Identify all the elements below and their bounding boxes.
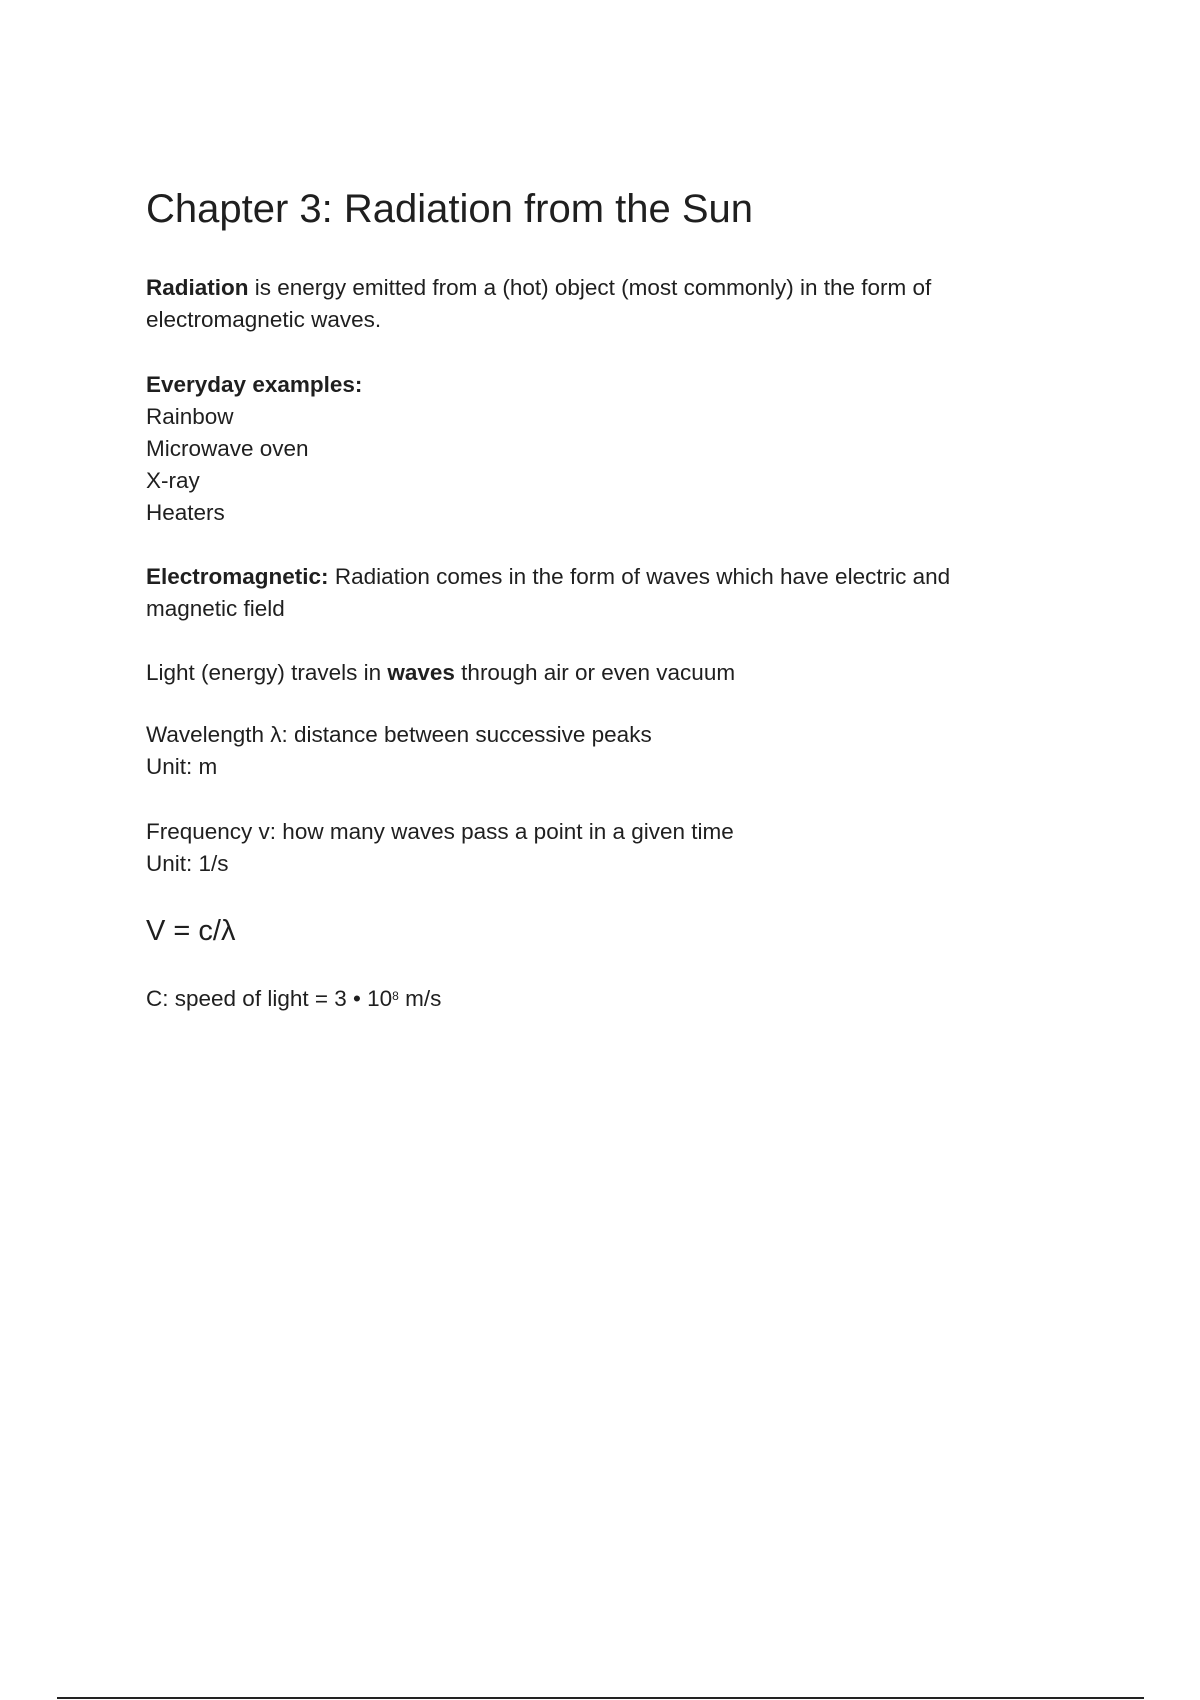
frequency-definition: Frequency v: how many waves pass a point in a given time [146,819,734,844]
speed-of-light [146,983,1046,1015]
examples-heading: Everyday examples: [146,372,363,397]
light-text-bold: waves [387,660,455,685]
electromagnetic-definition [146,561,1046,625]
wavelength-unit: Unit: m [146,754,218,779]
radiation-definition-text: is energy emitted from a (hot) object (most commonly) in the form of [248,275,932,300]
frequency-section [146,816,1046,880]
radiation-term: Radiation [146,275,249,300]
example-item: X-ray [146,468,200,493]
wavelength-section [146,719,1046,783]
electromagnetic-term: Electromagnetic: [146,564,329,589]
speed-of-light-text: C: speed of light = 3 • 10 [146,986,393,1011]
light-text-before: Light (energy) travels in [146,660,388,685]
light-text-after: through air or even vacuum [454,660,736,685]
speed-of-light-exponent: 8 [392,989,399,1003]
electromagnetic-line-2: magnetic field [146,596,285,621]
radiation-definition-line-1 [146,272,1046,304]
electromagnetic-line-1 [146,561,1046,593]
radiation-definition [146,272,1046,336]
speed-of-light-unit: m/s [398,986,442,1011]
wavelength-definition: Wavelength λ: distance between successive peaks [146,722,652,747]
light-waves-statement [146,657,1046,689]
radiation-definition-line-2: electromagnetic waves. [146,307,382,332]
page-title: Chapter 3: Radiation from the Sun [146,187,754,231]
everyday-examples [146,369,1046,529]
example-item: Microwave oven [146,436,309,461]
frequency-formula: V = c/λ [146,915,236,947]
electromagnetic-text: Radiation comes in the form of waves which have electric and [328,564,951,589]
example-item: Rainbow [146,404,234,429]
light-waves-line [146,657,1046,689]
bottom-rule [57,1697,1144,1699]
speed-of-light-line [146,983,1046,1015]
example-item: Heaters [146,500,225,525]
frequency-unit: Unit: 1/s [146,851,229,876]
